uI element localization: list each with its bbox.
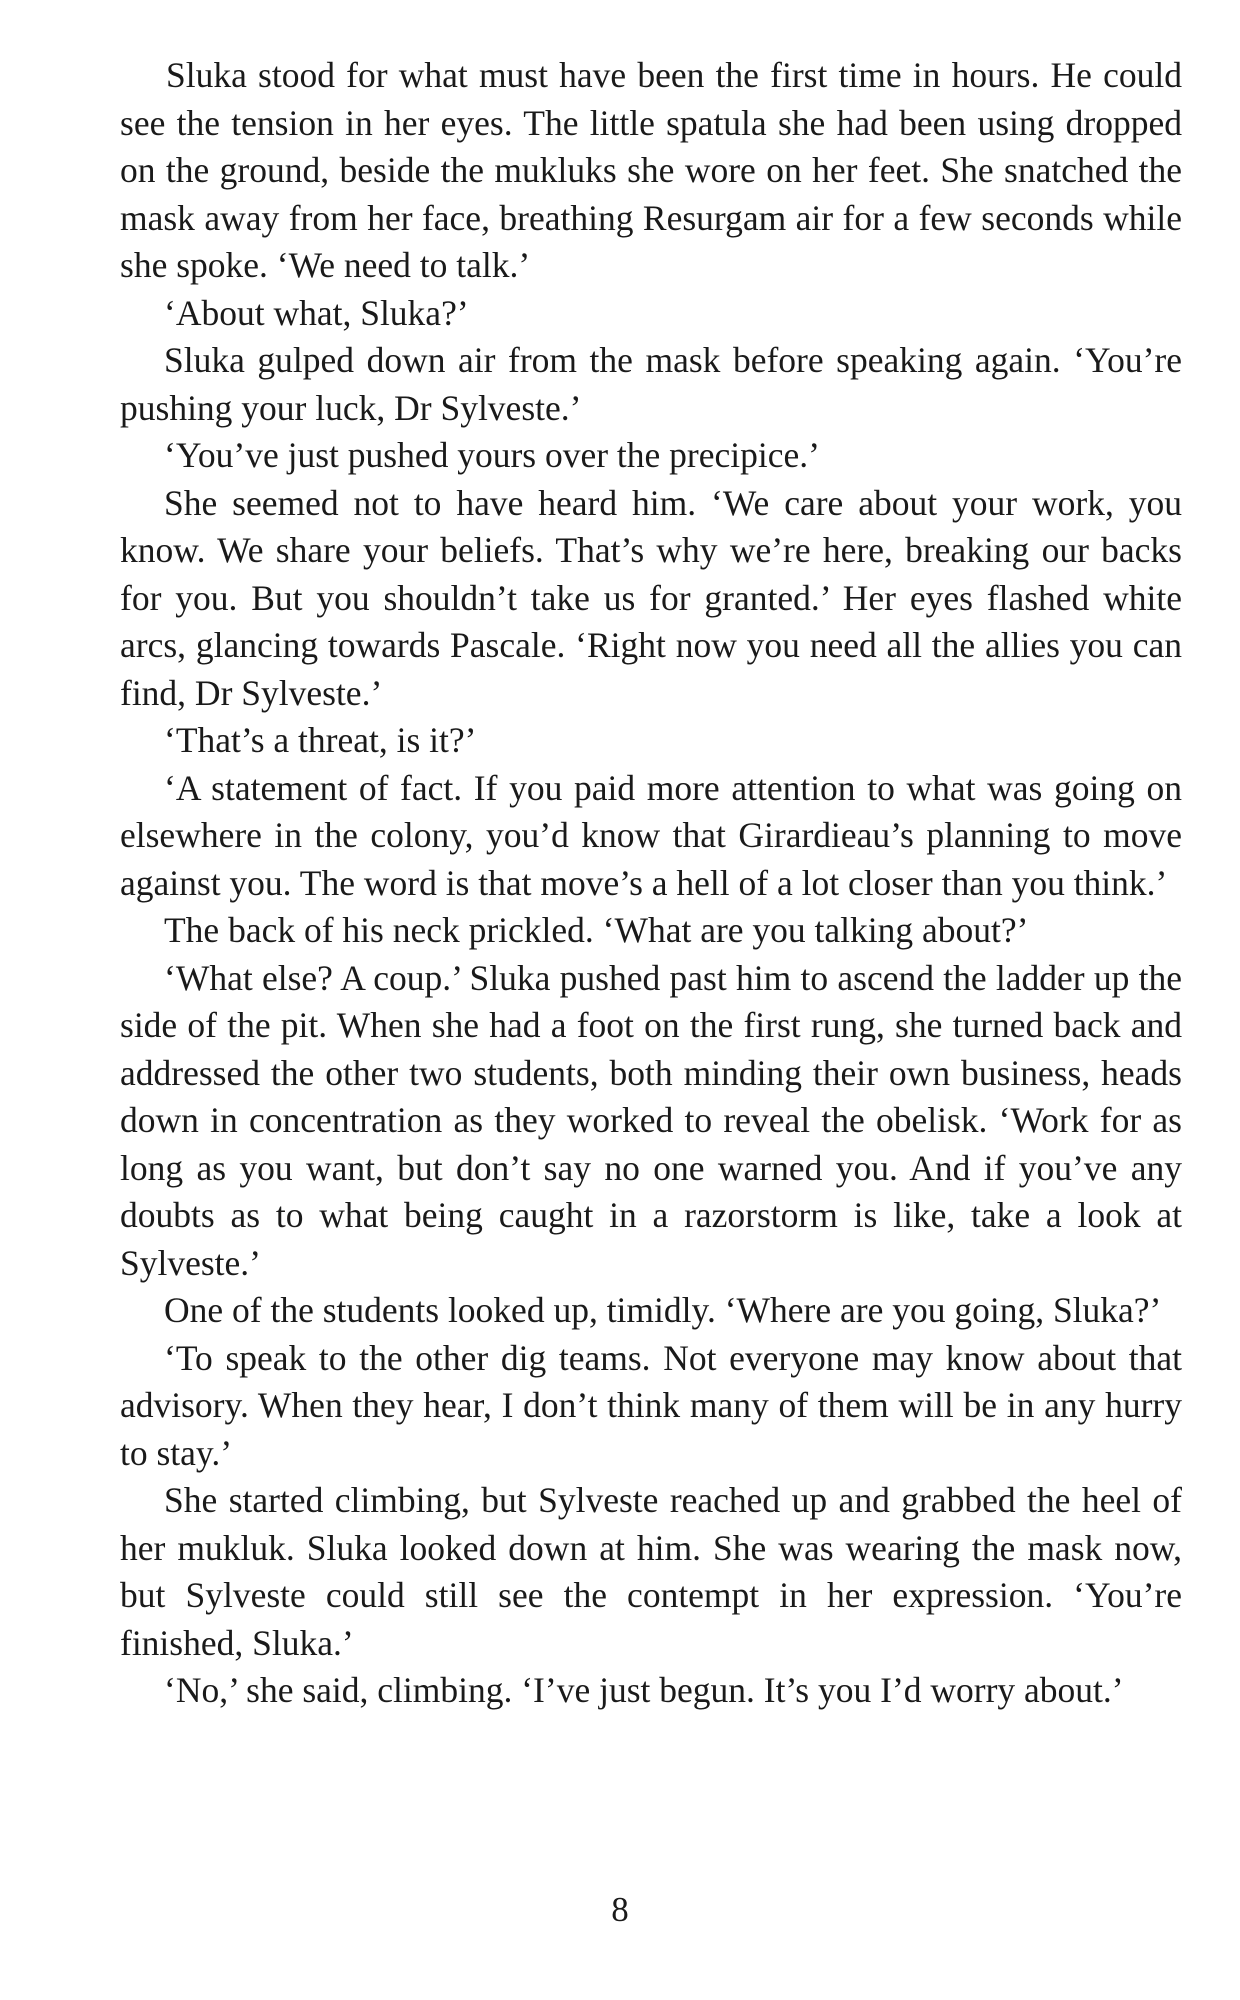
paragraph: ‘To speak to the other dig teams. Not everyone may know about that advisory. When they hear, I don’t think many of them will be in any hurry to stay.’ [120, 1337, 1182, 1473]
paragraph: ‘No,’ she said, climbing. ‘I’ve just begun. It’s you I’d worry about.’ [164, 1670, 1124, 1710]
paragraph: She started climbing, but Sylveste reached up and grabbed the heel of her mukluk. Sluka looked down at him. She was wearing the mask now, but Sylveste could still see the contempt in her expression. ‘You’re finished, Sluka.’ [120, 1480, 1182, 1663]
paragraph: Sluka stood for what must have been the first time in hours. He could see the tension in her eyes. The little spatula she had been using dropped on the ground, beside the mukluks she wore on her feet. She snatched the mask away from her face, breathing Resurgam air for a few seconds while she spoke. ‘We need to talk.’ [120, 55, 1182, 285]
paragraph: ‘A statement of fact. If you paid more attention to what was going on elsewhere in the colony, you’d know that Girardieau’s planning to move against you. The word is that move’s a hell of a lot closer than you think.’ [120, 767, 1182, 903]
paragraph: She seemed not to have heard him. ‘We care about your work, you know. We share your beliefs. That’s why we’re here, breaking our backs for you. But you shouldn’t take us for granted.’ Her eyes flashed white arcs, glancing towards Pascale. ‘Right now you need all the allies you can find, Dr Sylveste.’ [120, 482, 1182, 713]
paragraph: One of the students looked up, timidly. ‘Where are you going, Sluka?’ [164, 1290, 1162, 1330]
paragraph: ‘You’ve just pushed yours over the precipice.’ [164, 435, 820, 475]
paragraph: ‘That’s a threat, is it?’ [164, 720, 477, 760]
paragraph: Sluka gulped down air from the mask before speaking again. ‘You’re pushing your luck, Dr Sylveste.’ [120, 340, 1182, 428]
paragraph: ‘What else? A coup.’ Sluka pushed past him to ascend the ladder up the side of the pit. When she had a foot on the first rung, she turned back and addressed the other two students, both minding their own business, heads down in concentration as they worked to reveal the obelisk. ‘Work for as long as you want, but don’t say no one warned you. And if you’ve any doubts as to what being caught in a razorstorm is like, take a look at Sylveste.’ [120, 957, 1182, 1283]
book-page-text [120, 52, 1182, 1715]
paragraph: The back of his neck prickled. ‘What are you talking about?’ [164, 910, 1029, 950]
page-number: 8 [611, 1890, 629, 1929]
paragraph: ‘About what, Sluka?’ [164, 292, 469, 333]
